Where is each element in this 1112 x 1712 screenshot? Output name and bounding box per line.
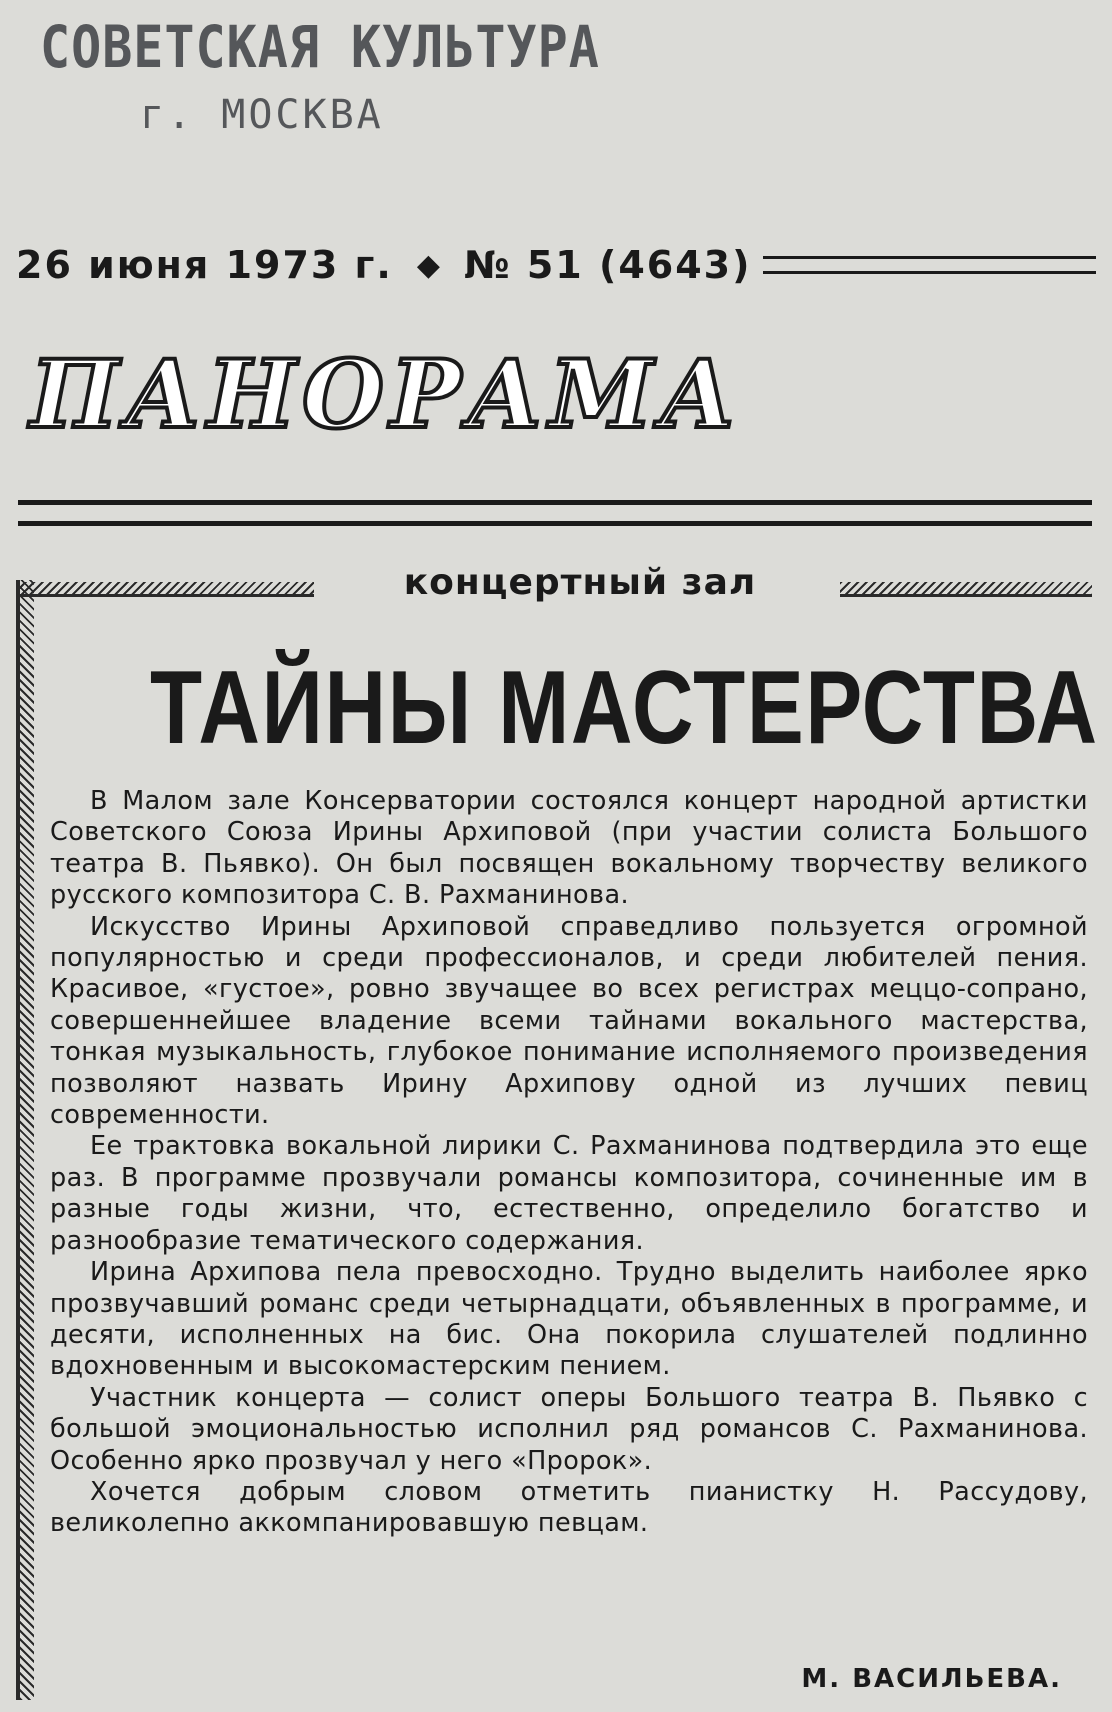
rubric-ornament-right bbox=[840, 582, 1092, 597]
rubric-ornament-left bbox=[16, 582, 314, 597]
newspaper-stamp bbox=[40, 14, 600, 138]
stamp-city: г. МОСКВА bbox=[140, 92, 384, 138]
paragraph: Хочется добрым словом отметить пианистку Н. Рассудову, великолепно аккомпанировавшую певцам. bbox=[50, 1476, 1088, 1539]
dateline-rule bbox=[763, 256, 1096, 274]
paragraph: Искусство Ирины Архиповой справедливо пользуется огромной популярностью и среди профессионалов, и среди любителей пения. Красивое, «густое», ровно звучащее во всех регистрах меццо-сопрано, совершеннейшее владение всеми тайнами вокального мастерства, тонкая музыкальность, глубокое понимание исполняемого произведения позволяют назвать Ирину Архипову одной из лучших певиц современности. bbox=[50, 911, 1088, 1131]
article-headline: ТАЙНЫ МАСТЕРСТВА bbox=[150, 650, 1099, 766]
article-frame-border bbox=[16, 580, 34, 1700]
dateline bbox=[16, 240, 1096, 290]
article-body bbox=[50, 786, 1088, 1540]
section-divider bbox=[18, 500, 1092, 526]
paragraph: Ее трактовка вокальной лирики С. Рахманинова подтвердила это еще раз. В программе прозвучали романсы композитора, сочиненные им в разные годы жизни, что, естественно, определило богатство и разнообразие тематического содержания. bbox=[50, 1131, 1088, 1256]
issue-date: 26 июня 1973 г. bbox=[16, 243, 393, 287]
issue-number: № 51 (4643) bbox=[463, 243, 752, 287]
stamp-newspaper-name: СОВЕТСКАЯ КУЛЬТУРА bbox=[40, 14, 600, 81]
author-signature: М. ВАСИЛЬЕВА. bbox=[801, 1664, 1062, 1694]
section-title: ПАНОРАМА bbox=[30, 340, 742, 450]
paragraph: В Малом зале Консерватории состоялся концерт народной артистки Советского Союза Ирины Архиповой (при участии солиста Большого театра В. Пьявко). Он был посвящен вокальному творчеству великого русского композитора С. В. Рахманинова. bbox=[50, 786, 1088, 911]
paragraph: Участник концерта — солист оперы Большого театра В. Пьявко с большой эмоциональностью исполнил ряд романсов С. Рахманинова. Особенно ярко прозвучал у него «Пророк». bbox=[50, 1382, 1088, 1476]
paragraph: Ирина Архипова пела превосходно. Трудно выделить наиболее ярко прозвучавший романс среди четырнадцати, объявленных в программе, и десяти, исполненных на бис. Она покорила слушателей подлинно вдохновенным и высокомастерским пением. bbox=[50, 1257, 1088, 1382]
rubric: концертный зал bbox=[403, 562, 757, 603]
diamond-ornament-icon: ◆ bbox=[416, 247, 440, 283]
